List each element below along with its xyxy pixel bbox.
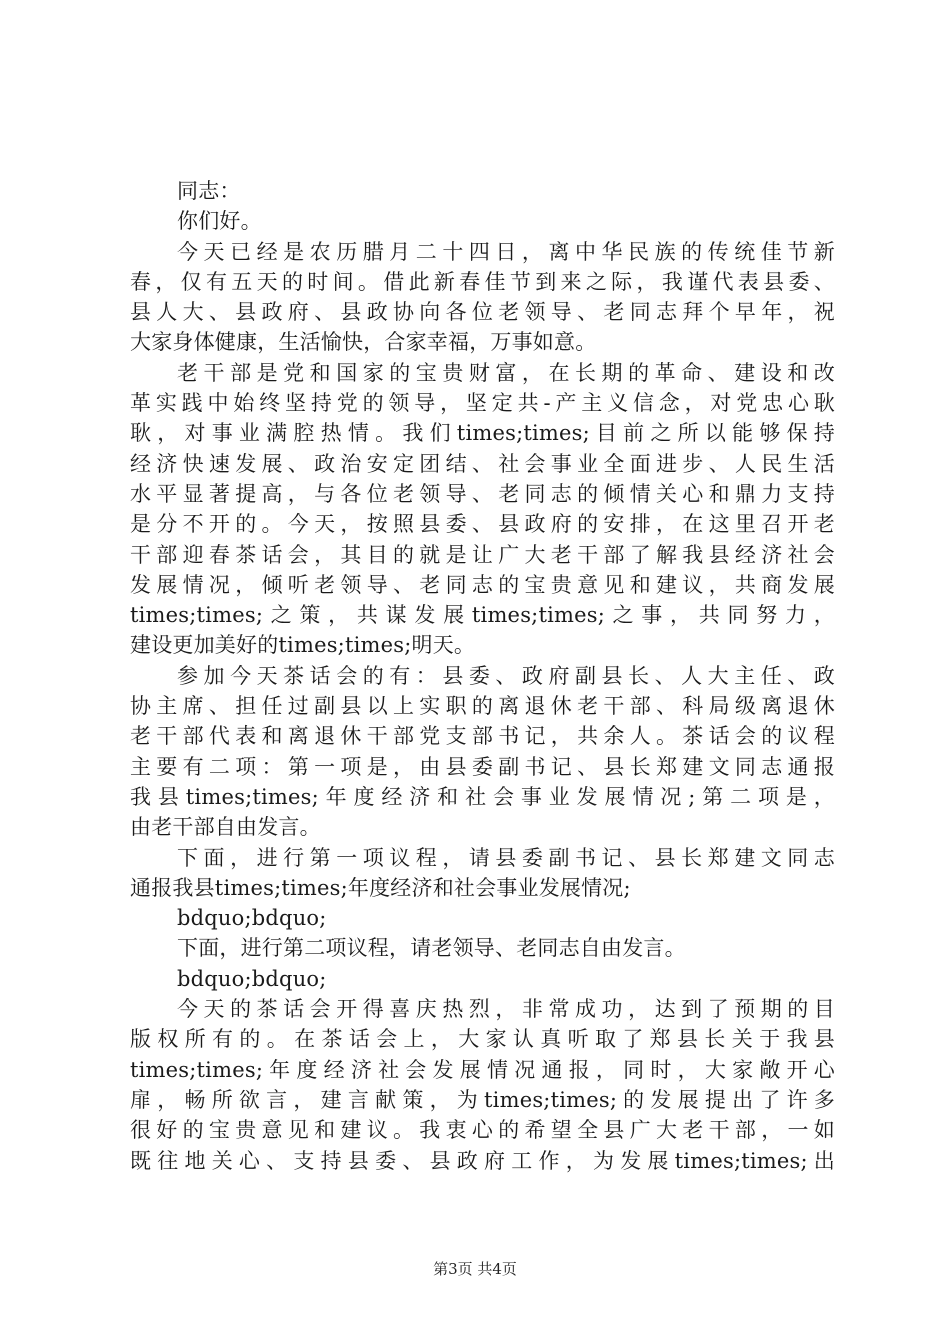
text-line: 老干部代表和离退休干部党支部书记，共余人。茶话会的议程 — [130, 724, 835, 749]
text-line: 由老干部自由发言。 — [130, 815, 321, 840]
text-line: 你们好。 — [177, 209, 262, 234]
text-line: times;times;年度经济社会发展情况通报，同时，大家敞开心 — [130, 1057, 835, 1082]
text-line: 同志： — [177, 179, 241, 203]
text-line: 春，仅有五天的时间。借此新春佳节到来之际，我谨代表县委、 — [130, 269, 835, 294]
text-line: 很好的宝贵意见和建议。我衷心的希望全县广大老干部，一如 — [130, 1118, 835, 1143]
document-body — [130, 176, 835, 1176]
text-line: 发展情况，倾听老领导、老同志的宝贵意见和建议，共商发展 — [130, 572, 835, 597]
text-line: 既往地关心、支持县委、县政府工作，为发展times;times;出 — [130, 1148, 835, 1173]
text-line: 县人大、县政府、县政协向各位老领导、老同志拜个早年，祝 — [130, 300, 835, 325]
text-line: times;times;之策，共谋发展times;times;之事，共同努力， — [130, 603, 835, 628]
text-line: 老干部是党和国家的宝贵财富，在长期的革命、建设和改 — [177, 360, 835, 385]
text-line: 革实践中始终坚持党的领导，坚定共-产主义信念，对党忠心耿 — [130, 391, 835, 416]
text-line: 我县times;times;年度经济和社会事业发展情况;第二项是， — [130, 784, 835, 809]
text-line: 下面，进行第一项议程，请县委副书记、县长郑建文同志 — [177, 845, 835, 870]
text-line: 今天已经是农历腊月二十四日，离中华民族的传统佳节新 — [177, 239, 835, 264]
text-line: 耿，对事业满腔热情。我们times;times;目前之所以能够保持 — [130, 421, 835, 446]
text-line: 协主席、担任过副县以上实职的离退休老干部、科局级离退休 — [130, 694, 835, 719]
text-line: 参加今天茶话会的有：县委、政府副县长、人大主任、政 — [177, 663, 835, 688]
text-line: 下面，进行第二项议程，请老领导、老同志自由发言。 — [177, 936, 686, 961]
text-line: 通报我县times;times;年度经济和社会事业发展情况; — [130, 875, 631, 900]
text-line: 版权所有的。在茶话会上，大家认真听取了郑县长关于我县 — [130, 1027, 835, 1052]
text-line: 建设更加美好的times;times;明天。 — [130, 633, 476, 658]
text-line: 今天的茶话会开得喜庆热烈，非常成功，达到了预期的目 — [177, 997, 835, 1022]
page-footer: 第3页 共4页 — [433, 1260, 517, 1278]
text-line: 水平显著提高，与各位老领导、老同志的倾情关心和鼎力支持 — [130, 481, 835, 506]
text-line: 扉，畅所欲言，建言献策，为times;times;的发展提出了许多 — [130, 1087, 835, 1112]
text-line: 干部迎春茶话会，其目的就是让广大老干部了解我县经济社会 — [130, 542, 835, 567]
text-line: bdquo;bdquo; — [177, 966, 327, 991]
text-line: 是分不开的。今天，按照县委、县政府的安排，在这里召开老 — [130, 512, 835, 537]
text-line: 大家身体健康，生活愉快，合家幸福，万事如意。 — [130, 330, 597, 355]
text-line: 主要有二项：第一项是，由县委副书记、县长郑建文同志通报 — [130, 754, 835, 779]
text-line: bdquo;bdquo; — [177, 906, 327, 931]
text-line: 经济快速发展、政治安定团结、社会事业全面进步、人民生活 — [130, 451, 835, 476]
